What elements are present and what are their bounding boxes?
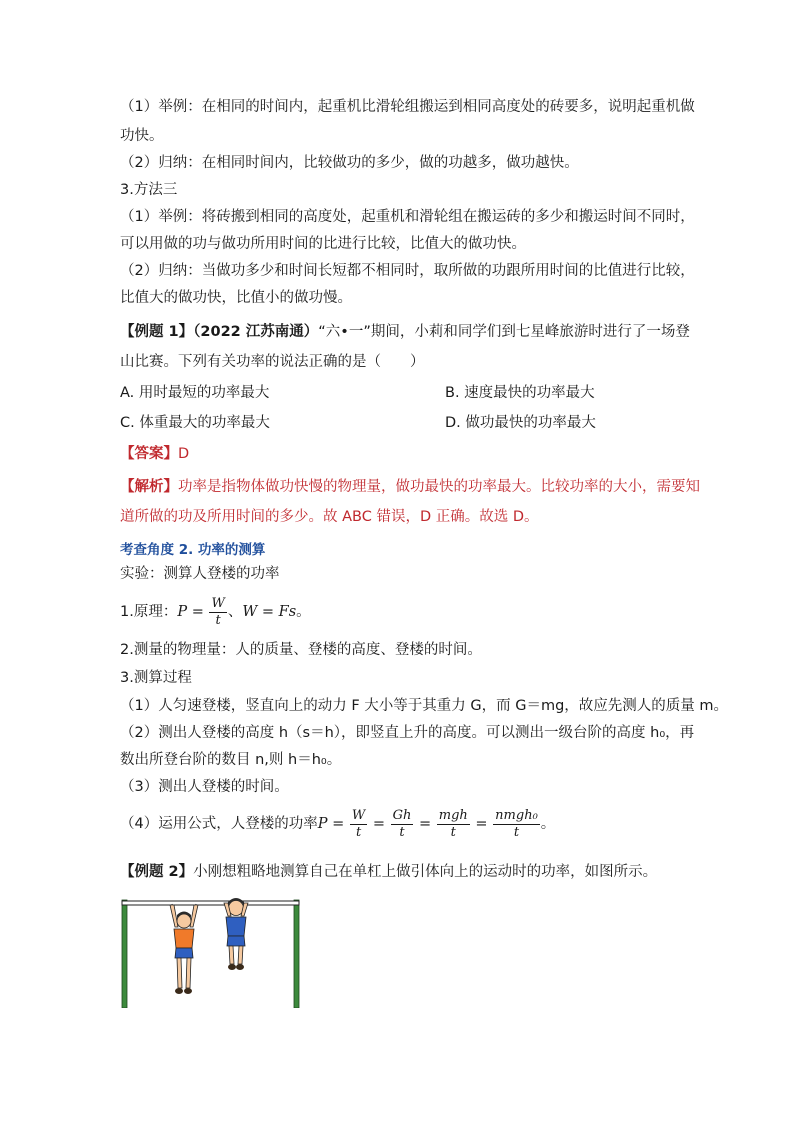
fraction-nmgh-t bbox=[493, 808, 540, 841]
answer-tag: 【答案】 bbox=[120, 446, 178, 462]
formula-eq-2: = bbox=[257, 604, 279, 620]
para-example-2a: （1）举例：将砖搬到相同的高度处，起重机和滑轮组在搬运砖的多少和搬运时间不同时， bbox=[120, 209, 695, 225]
den-t-4: t bbox=[513, 824, 520, 840]
analysis-tag: 【解析】 bbox=[120, 479, 178, 495]
num-w: W bbox=[351, 807, 366, 823]
fraction-w-over-t bbox=[209, 596, 226, 629]
example1-analysis-line1 bbox=[120, 477, 700, 497]
example2-question bbox=[120, 862, 657, 882]
principle-label: 1.原理： bbox=[120, 604, 178, 620]
example1-analysis-line2: 道所做的功及所用时间的多少。故 ABC 错误，D 正确。故选 D。 bbox=[120, 509, 539, 525]
formula-sep: 、 bbox=[227, 604, 243, 620]
fraction-denominator: t bbox=[215, 612, 221, 628]
fraction-gh-t bbox=[391, 808, 414, 841]
num-mgh: mgh bbox=[438, 807, 468, 823]
eq-4: = bbox=[470, 816, 493, 832]
example1-question-line1 bbox=[120, 322, 690, 342]
option-d: D. 做功最快的功率最大 bbox=[445, 415, 596, 431]
example1-answer bbox=[120, 444, 189, 464]
fraction-numerator: W bbox=[211, 595, 225, 611]
horizontal-bar bbox=[122, 901, 299, 905]
para-summary-2a: （2）归纳：当做功多少和时间长短都不相同时，取所做的功跟所用时间的比值进行比较， bbox=[120, 263, 695, 279]
process-heading: 3.测算过程 bbox=[120, 670, 192, 686]
process-step-1: （1）人匀速登楼，竖直向上的动力 F 大小等于其重力 G，而 G＝mg，故应先测人的质量 m。 bbox=[120, 698, 729, 714]
step4-end: 。 bbox=[540, 816, 556, 832]
den-t-3: t bbox=[450, 824, 456, 840]
eq-2: = bbox=[368, 816, 390, 832]
formula-w: W bbox=[242, 604, 258, 620]
experiment-title: 实验：测算人登楼的功率 bbox=[120, 566, 280, 582]
process-step-2a: （2）测出人登楼的高度 h（s＝h），即竖直上升的高度。可以测出一级台阶的高度 h₀，再 bbox=[120, 725, 695, 741]
pull-up-illustration bbox=[120, 896, 302, 1008]
example1-source: （2022 江苏南通） bbox=[193, 324, 319, 340]
eq-3: = bbox=[414, 816, 436, 832]
formula-end: 。 bbox=[296, 604, 311, 620]
process-step-3: （3）测出人登楼的时间。 bbox=[120, 779, 289, 795]
step4-label: （4）运用公式，人登楼的功率 bbox=[120, 816, 318, 832]
para-example-1b: 功快。 bbox=[120, 128, 164, 144]
option-b: B. 速度最快的功率最大 bbox=[445, 385, 595, 401]
option-c: C. 体重最大的功率最大 bbox=[120, 415, 270, 431]
den-t-2: t bbox=[399, 824, 405, 840]
answer-value: D bbox=[178, 446, 190, 462]
eq-1: = bbox=[327, 816, 349, 832]
section-heading: 考查角度 2. 功率的测算 bbox=[120, 542, 266, 558]
example1-question-line2: 山比赛。下列有关功率的说法正确的是（ ） bbox=[120, 354, 425, 370]
num-nmgh: nmgh₀ bbox=[495, 807, 538, 823]
example1-question-text: “六•一”期间，小莉和同学们到七星峰旅游时进行了一场登 bbox=[318, 324, 690, 340]
process-step-2b: 数出所登台阶的数目 n,则 h＝h₀。 bbox=[120, 752, 342, 768]
para-summary-2b: 比值大的做功快，比值小的做功慢。 bbox=[120, 290, 352, 306]
process-step-4 bbox=[120, 806, 555, 842]
analysis-text-1: 功率是指物体做功快慢的物理量，做功最快的功率最大。比较功率的大小，需要知 bbox=[178, 479, 700, 495]
formula-fs: Fs bbox=[278, 604, 297, 620]
para-example-2b: 可以用做的功与做功所用时间的比进行比较，比值大的做功快。 bbox=[120, 236, 526, 252]
fraction-mgh-t bbox=[437, 808, 470, 841]
example2-text: 小刚想粗略地测算自己在单杠上做引体向上的运动时的功率，如图所示。 bbox=[193, 864, 658, 880]
para-summary-1: （2）归纳：在相同时间内，比较做功的多少，做的功越多，做功越快。 bbox=[120, 155, 579, 171]
child-pulled-up bbox=[224, 898, 248, 970]
left-post bbox=[122, 900, 127, 1008]
measured-quantities: 2.测量的物理量：人的质量、登楼的高度、登楼的时间。 bbox=[120, 642, 482, 658]
option-a: A. 用时最短的功率最大 bbox=[120, 385, 270, 401]
power-p: P bbox=[317, 816, 328, 832]
num-gh: Gh bbox=[392, 807, 412, 823]
den-t-1: t bbox=[355, 824, 362, 840]
right-post bbox=[294, 900, 299, 1008]
heading-method-3: 3.方法三 bbox=[120, 182, 178, 198]
fraction-w-t bbox=[350, 808, 367, 841]
formula-p: P bbox=[177, 604, 188, 620]
principle-line bbox=[120, 594, 311, 630]
para-example-1a: （1）举例：在相同的时间内，起重机比滑轮组搬运到相同高度处的砖要多，说明起重机做 bbox=[120, 99, 695, 115]
example1-tag: 【例题 1】 bbox=[120, 324, 194, 340]
child-hanging bbox=[170, 904, 198, 994]
example2-tag: 【例题 2】 bbox=[120, 864, 194, 880]
formula-eq: = bbox=[187, 604, 209, 620]
